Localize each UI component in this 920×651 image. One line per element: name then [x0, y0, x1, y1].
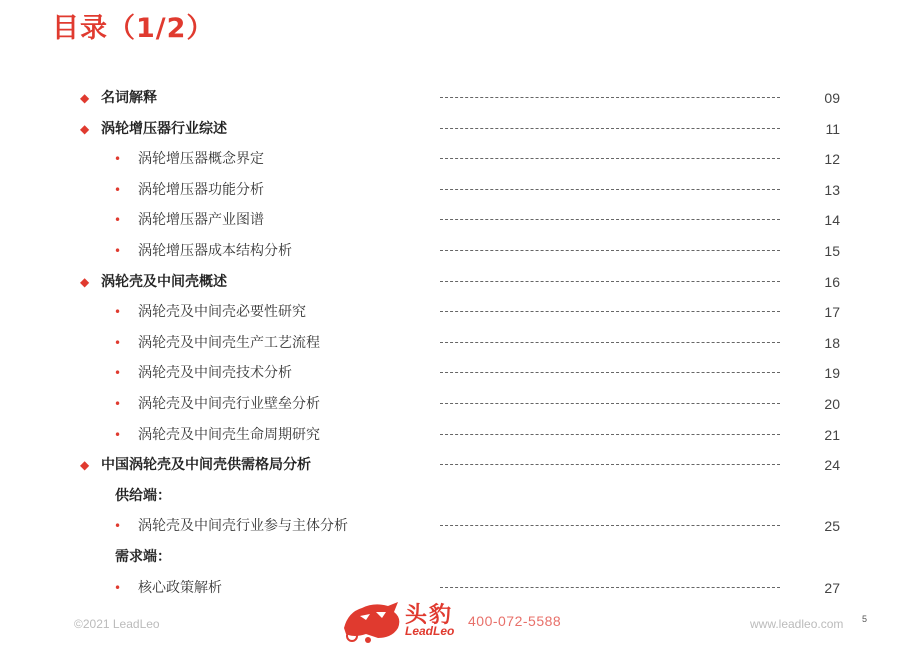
- toc-entry-label: 核心政策解析: [138, 579, 222, 596]
- dot-bullet-icon: •: [114, 152, 122, 167]
- page-title: 目录（1/2）: [52, 13, 215, 44]
- toc-entry[interactable]: [0, 144, 920, 174]
- toc-entry-page: 24: [824, 457, 840, 474]
- toc-entry-label: 涡轮增压器概念界定: [138, 151, 264, 168]
- toc-entry[interactable]: [0, 236, 920, 266]
- toc-entry-label: 涡轮壳及中间壳生命周期研究: [138, 426, 320, 443]
- copyright: ©2021 LeadLeo: [74, 617, 160, 631]
- toc-section-heading: [0, 542, 920, 572]
- toc-entry[interactable]: [0, 83, 920, 113]
- dotted-leader: [440, 342, 780, 343]
- toc-entry-label: 供给端：: [115, 487, 171, 504]
- toc-entry-page: 09: [824, 90, 840, 106]
- toc-entry[interactable]: [0, 328, 920, 358]
- dotted-leader: [440, 281, 780, 282]
- toc-entry-page: 16: [824, 273, 840, 290]
- diamond-bullet-icon: ◆: [80, 121, 90, 136]
- dotted-leader: [440, 434, 780, 435]
- toc-entry-page: 12: [824, 151, 840, 168]
- toc-entry-page: 19: [824, 365, 840, 382]
- toc-section-heading: [0, 481, 920, 511]
- dotted-leader: [440, 158, 780, 159]
- dot-bullet-icon: •: [114, 335, 122, 350]
- logo-text-en: LeadLeo: [405, 624, 455, 638]
- dotted-leader: [440, 587, 780, 588]
- dot-bullet-icon: •: [114, 182, 122, 197]
- dot-bullet-icon: •: [114, 366, 122, 381]
- dotted-leader: [440, 97, 780, 98]
- dotted-leader: [440, 128, 780, 129]
- diamond-bullet-icon: ◆: [80, 458, 90, 473]
- toc-entry-page: 17: [824, 304, 840, 321]
- dotted-leader: [440, 311, 780, 312]
- dot-bullet-icon: •: [114, 519, 122, 534]
- toc-entry-page: 14: [824, 212, 840, 229]
- dotted-leader: [440, 219, 780, 220]
- toc-entry[interactable]: [0, 420, 920, 450]
- toc-entry[interactable]: [0, 114, 920, 144]
- phone-number: 400-072-5588: [468, 613, 562, 629]
- toc-entry-label: 涡轮壳及中间壳生产工艺流程: [138, 334, 320, 351]
- toc-entry[interactable]: [0, 175, 920, 205]
- toc-entry-page: 25: [824, 518, 840, 535]
- toc-entry[interactable]: [0, 205, 920, 235]
- toc-entry-label: 涡轮增压器行业综述: [101, 120, 227, 137]
- toc-entry-label: 涡轮增压器功能分析: [138, 181, 264, 198]
- toc-entry-page: 21: [824, 426, 840, 443]
- toc-entry[interactable]: [0, 358, 920, 388]
- toc-entry[interactable]: [0, 297, 920, 327]
- dotted-leader: [440, 403, 780, 404]
- dot-bullet-icon: •: [114, 244, 122, 258]
- dot-bullet-icon: •: [114, 427, 122, 442]
- toc-entry-label: 涡轮壳及中间壳技术分析: [138, 365, 292, 382]
- page-number: 5: [862, 614, 868, 624]
- toc-entry-label: 需求端：: [115, 549, 171, 565]
- dotted-leader: [440, 525, 780, 526]
- toc-entry-label: 涡轮壳及中间壳行业壁垒分析: [138, 396, 320, 412]
- dot-bullet-icon: •: [114, 397, 122, 411]
- diamond-bullet-icon: ◆: [80, 91, 90, 105]
- toc-entry-page: 15: [824, 243, 840, 259]
- diamond-bullet-icon: ◆: [80, 274, 90, 289]
- toc-entry[interactable]: [0, 450, 920, 480]
- toc-entry-label: 中国涡轮壳及中间壳供需格局分析: [101, 457, 311, 474]
- toc-entry[interactable]: [0, 511, 920, 541]
- toc-entry-label: 涡轮壳及中间壳必要性研究: [138, 304, 306, 321]
- toc-entry[interactable]: [0, 267, 920, 297]
- logo-text-cn: 头豹: [405, 603, 454, 628]
- dotted-leader: [440, 250, 780, 251]
- toc-entry-label: 涡轮壳及中间壳概述: [101, 273, 227, 290]
- toc-entry-label: 涡轮壳及中间壳行业参与主体分析: [138, 518, 348, 535]
- dot-bullet-icon: •: [114, 305, 122, 320]
- dot-bullet-icon: •: [114, 213, 122, 228]
- dotted-leader: [440, 464, 780, 465]
- toc-entry-page: 27: [824, 579, 840, 596]
- website-link[interactable]: www.leadleo.com: [750, 617, 844, 631]
- toc-entry-label: 涡轮增压器产业图谱: [138, 212, 264, 229]
- toc-entry-label: 涡轮增压器成本结构分析: [138, 243, 292, 259]
- dotted-leader: [440, 372, 780, 373]
- toc-entry-page: 13: [824, 181, 840, 198]
- dot-bullet-icon: •: [114, 580, 122, 595]
- toc-entry-page: 11: [825, 120, 840, 137]
- dotted-leader: [440, 189, 780, 190]
- toc-entry-page: 20: [824, 396, 840, 412]
- toc-entry-label: 名词解释: [101, 90, 157, 106]
- toc-entry-page: 18: [824, 334, 840, 351]
- toc-entry[interactable]: [0, 389, 920, 419]
